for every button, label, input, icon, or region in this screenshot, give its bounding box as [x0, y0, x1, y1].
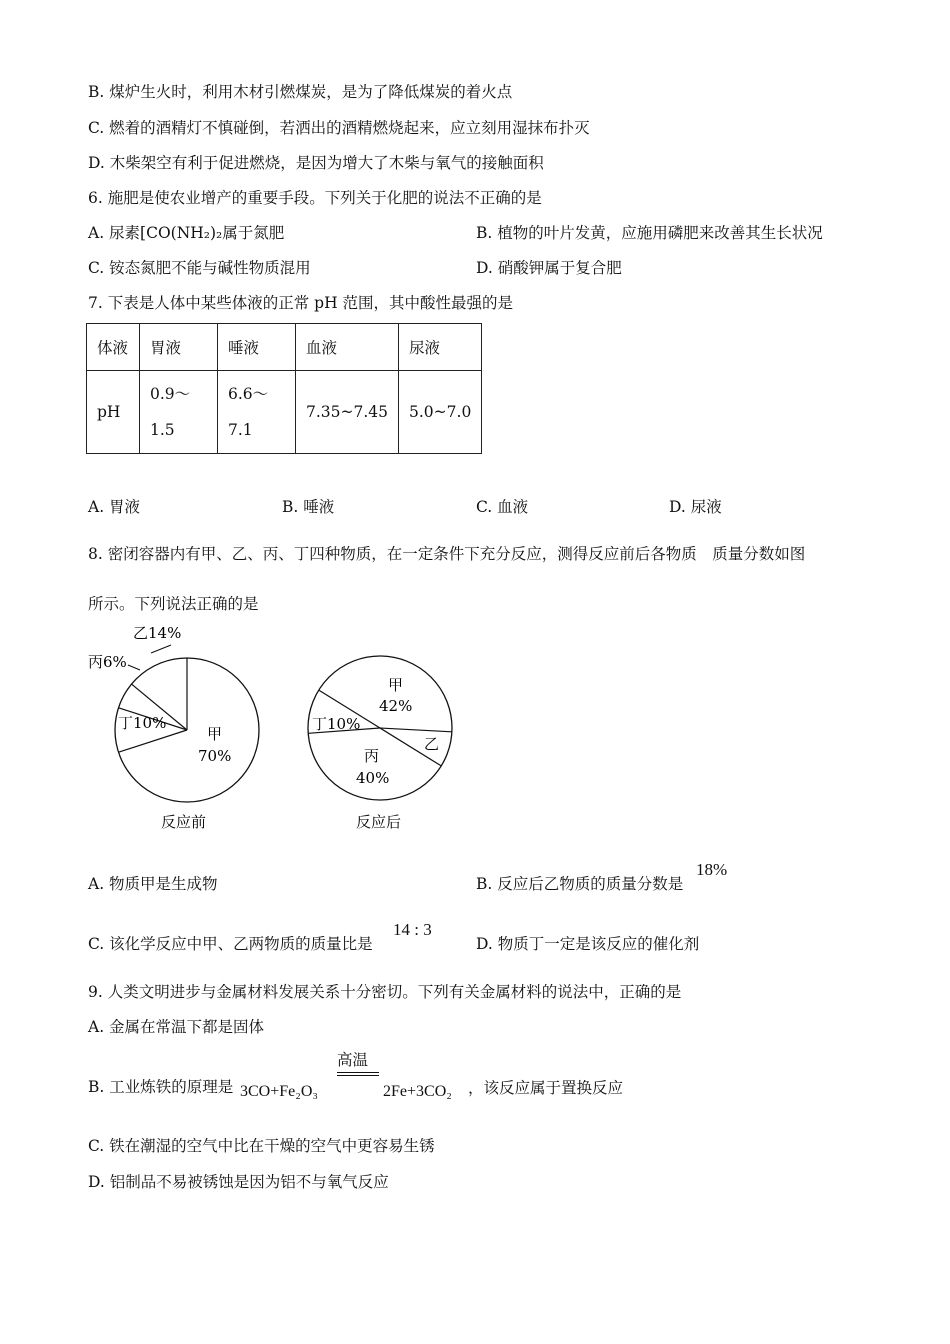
q9-option-b-suffix: ，该反应属于置换反应 [468, 1079, 624, 1097]
pie-before-label-yi: 乙14% [133, 624, 182, 642]
ph-table-header: 体液 [87, 324, 140, 371]
q7-option-c: C. 血液 [476, 498, 529, 516]
q8-option-a: A. 物质甲是生成物 [88, 875, 218, 893]
q9-option-a: A. 金属在常温下都是固体 [88, 1018, 265, 1036]
pie-after-divider [380, 728, 452, 732]
ph-row-label: pH [87, 371, 140, 454]
q7-stem: 7. 下表是人体中某些体液的正常 pH 范围，其中酸性最强的是 [88, 294, 514, 312]
q6-option-b: B. 植物的叶片发黄，应施用磷肥来改善其生长状况 [476, 224, 823, 242]
pie-after-label-jia: 甲 [388, 676, 404, 694]
equation-reactants: 3CO+Fe₂O₃ [240, 1083, 318, 1100]
q6-stem: 6. 施肥是使农业增产的重要手段。下列关于化肥的说法不正确的是 [88, 189, 542, 207]
q9-option-b: B. 工业炼铁的原理是 [88, 1078, 234, 1096]
ph-table-row [87, 371, 482, 454]
q5-option-b: B. 煤炉生火时，利用木材引燃煤炭，是为了降低煤炭的着火点 [88, 83, 513, 101]
q6-option-a: A. 尿素[CO(NH₂)₂属于氮肥 [88, 224, 285, 242]
q8-option-c: C. 该化学反应中甲、乙两物质的质量比是 [88, 935, 373, 953]
equation-products: 2Fe+3CO₂ [383, 1083, 452, 1100]
pie-before-divider [119, 730, 188, 752]
ph-cell-gastric: 0.9～ 1.5 [140, 371, 218, 454]
ph-table-header: 唾液 [218, 324, 296, 371]
ph-table [86, 323, 482, 454]
pie-after-label-bing-pct: 40% [356, 769, 390, 787]
pie-before-label-jia: 甲 [207, 725, 223, 743]
ph-cell-blood: 7.35~7.45 [296, 371, 399, 454]
pie-after-caption: 反应后 [356, 813, 402, 831]
q7-option-b: B. 唾液 [282, 498, 335, 516]
q7-option-d: D. 尿液 [669, 498, 722, 516]
q5-option-c: C. 燃着的酒精灯不慎碰倒，若洒出的酒精燃烧起来，应立刻用湿抹布扑灭 [88, 119, 590, 137]
q8-option-b: B. 反应后乙物质的质量分数是 [476, 875, 684, 893]
pie-before-label-ding: 丁10% [118, 714, 167, 732]
pie-before-leader-bing [128, 665, 140, 670]
pie-before-label-bing: 丙6% [88, 653, 127, 671]
q8-option-c-value: 14 : 3 [393, 920, 432, 939]
pie-after-label-ding: 丁10% [312, 715, 361, 733]
pie-after-label-bing: 丙 [364, 747, 380, 765]
ph-table-header: 血液 [296, 324, 399, 371]
q6-option-c: C. 铵态氮肥不能与碱性物质混用 [88, 259, 311, 277]
q9-option-c: C. 铁在潮湿的空气中比在干燥的空气中更容易生锈 [88, 1137, 435, 1155]
pie-after-label-jia-pct: 42% [379, 697, 413, 715]
pie-after [308, 656, 452, 831]
q9-stem: 9. 人类文明进步与金属材料发展关系十分密切。下列有关金属材料的说法中，正确的是 [88, 983, 682, 1001]
pie-after-label-yi: 乙 [424, 735, 440, 753]
q9-option-d: D. 铝制品不易被锈蚀是因为铝不与氧气反应 [88, 1173, 389, 1191]
pie-before [88, 624, 259, 831]
ph-table-header-row [87, 324, 482, 371]
reaction-condition: 高温 [337, 1051, 369, 1069]
ph-cell-saliva: 6.6～ 7.1 [218, 371, 296, 454]
equation-equals-bar [337, 1072, 379, 1073]
q8-stem-line1: 8. 密闭容器内有甲、乙、丙、丁四种物质，在一定条件下充分反应，测得反应前后各物质 质量分数如图 [88, 545, 806, 563]
ph-table-header: 尿液 [399, 324, 482, 371]
q5-option-d: D. 木柴架空有利于促进燃烧，是因为增大了木柴与氧气的接触面积 [88, 154, 544, 172]
equation-equals-bar [337, 1075, 379, 1076]
ph-cell-urine: 5.0~7.0 [399, 371, 482, 454]
q6-option-d: D. 硝酸钾属于复合肥 [476, 259, 622, 277]
q7-option-a: A. 胃液 [88, 498, 141, 516]
q8-option-d: D. 物质丁一定是该反应的催化剂 [476, 935, 700, 953]
q8-stem-line2: 所示。下列说法正确的是 [88, 595, 259, 613]
pie-before-leader-yi [151, 645, 171, 653]
q8-option-b-value: 18% [696, 860, 728, 879]
pie-before-label-jia-pct: 70% [198, 747, 232, 765]
ph-table-header: 胃液 [140, 324, 218, 371]
pie-charts [0, 615, 950, 855]
pie-before-caption: 反应前 [161, 813, 207, 831]
